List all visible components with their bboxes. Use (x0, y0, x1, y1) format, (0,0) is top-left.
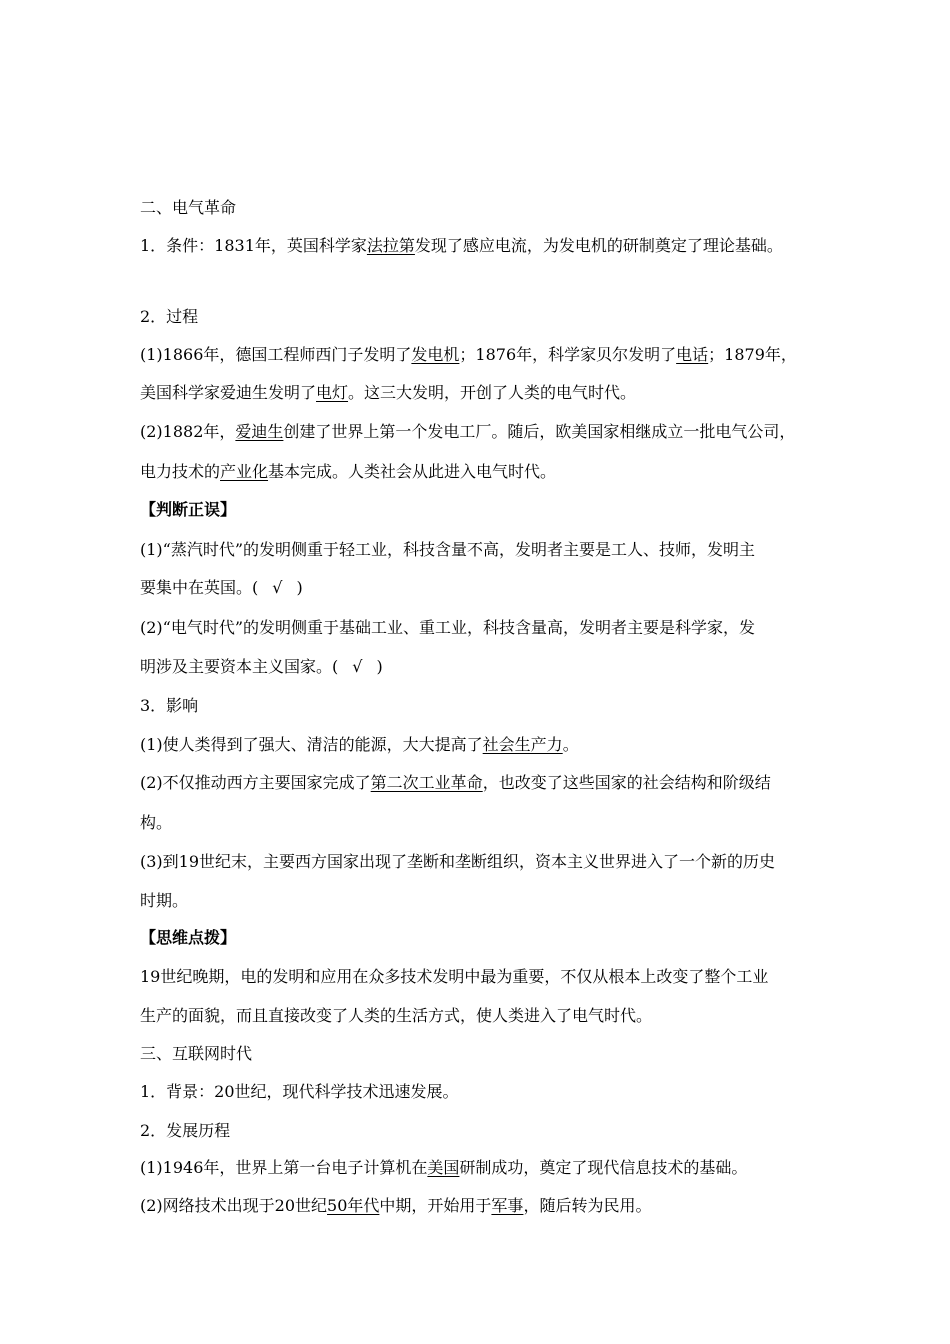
paragraph-process-2: (2)1882年，爱迪生创建了世界上第一个发电工厂。随后，欧美国家相继成立一批电气公司， (140, 422, 796, 441)
blank-answer: 电话 (676, 345, 709, 364)
blank-answer: 法拉第 (366, 236, 415, 255)
blank-answer: 产业化 (220, 462, 269, 481)
impact-item-2-cont: 构。 (140, 813, 173, 832)
subheading-development: 2．发展历程 (140, 1121, 231, 1140)
development-item-1: (1)1946年，世界上第一台电子计算机在美国研制成功，奠定了现代信息技术的基础。 (140, 1158, 748, 1177)
blank-answer: 50年代 (327, 1196, 380, 1215)
blank-answer: 第二次工业革命 (370, 773, 483, 792)
check-mark: √ (352, 657, 363, 676)
think-heading: 【思维点拨】 (140, 928, 237, 947)
blank-answer: 美国 (427, 1158, 460, 1177)
subheading-process: 2．过程 (140, 307, 199, 326)
judge-item-1: (1)“蒸汽时代”的发明侧重于轻工业，科技含量不高，发明者主要是工人、技师，发明主 (140, 540, 756, 559)
judge-item-2: (2)“电气时代”的发明侧重于基础工业、重工业，科技含量高，发明者主要是科学家，发 (140, 618, 756, 637)
blank-answer: 社会生产力 (482, 735, 563, 754)
think-paragraph: 19世纪晚期，电的发明和应用在众多技术发明中最为重要，不仅从根本上改变了整个工业 (140, 967, 769, 986)
judge-item-2-cont: 明涉及主要资本主义国家。( √ ) (140, 657, 383, 676)
impact-item-3: (3)到19世纪末，主要西方国家出现了垄断和垄断组织，资本主义世界进入了一个新的历史 (140, 852, 776, 871)
blank-answer: 爱迪生 (235, 422, 284, 441)
check-mark: √ (272, 578, 283, 597)
paragraph-process-1-cont: 美国科学家爱迪生发明了电灯。这三大发明，开创了人类的电气时代。 (140, 383, 637, 402)
judge-heading: 【判断正误】 (140, 500, 237, 519)
impact-item-1: (1)使人类得到了强大、清洁的能源，大大提高了社会生产力。 (140, 735, 579, 754)
blank-answer: 发电机 (411, 345, 460, 364)
development-item-2: (2)网络技术出现于20世纪50年代中期，开始用于军事，随后转为民用。 (140, 1196, 652, 1215)
subheading-impact: 3．影响 (140, 696, 199, 715)
paragraph-process-1: (1)1866年，德国工程师西门子发明了发电机；1876年，科学家贝尔发明了电话；1879年， (140, 345, 797, 364)
judge-item-1-cont: 要集中在英国。( √ ) (140, 578, 303, 597)
paragraph-condition: 1．条件：1831年，英国科学家法拉第发现了感应电流，为发电机的研制奠定了理论基础。 (140, 236, 783, 255)
section-heading-internet-era: 三、互联网时代 (140, 1044, 253, 1063)
paragraph-background: 1．背景：20世纪，现代科学技术迅速发展。 (140, 1082, 459, 1101)
impact-item-2: (2)不仅推动西方主要国家完成了第二次工业革命，也改变了这些国家的社会结构和阶级结 (140, 773, 771, 792)
blank-answer: 电灯 (316, 383, 349, 402)
section-heading-electric-revolution: 二、电气革命 (140, 198, 237, 217)
paragraph-process-2-cont: 电力技术的产业化基本完成。人类社会从此进入电气时代。 (140, 462, 557, 481)
impact-item-3-cont: 时期。 (140, 891, 189, 910)
blank-answer: 军事 (491, 1196, 524, 1215)
think-paragraph-cont: 生产的面貌，而且直接改变了人类的生活方式，使人类进入了电气时代。 (140, 1006, 653, 1025)
